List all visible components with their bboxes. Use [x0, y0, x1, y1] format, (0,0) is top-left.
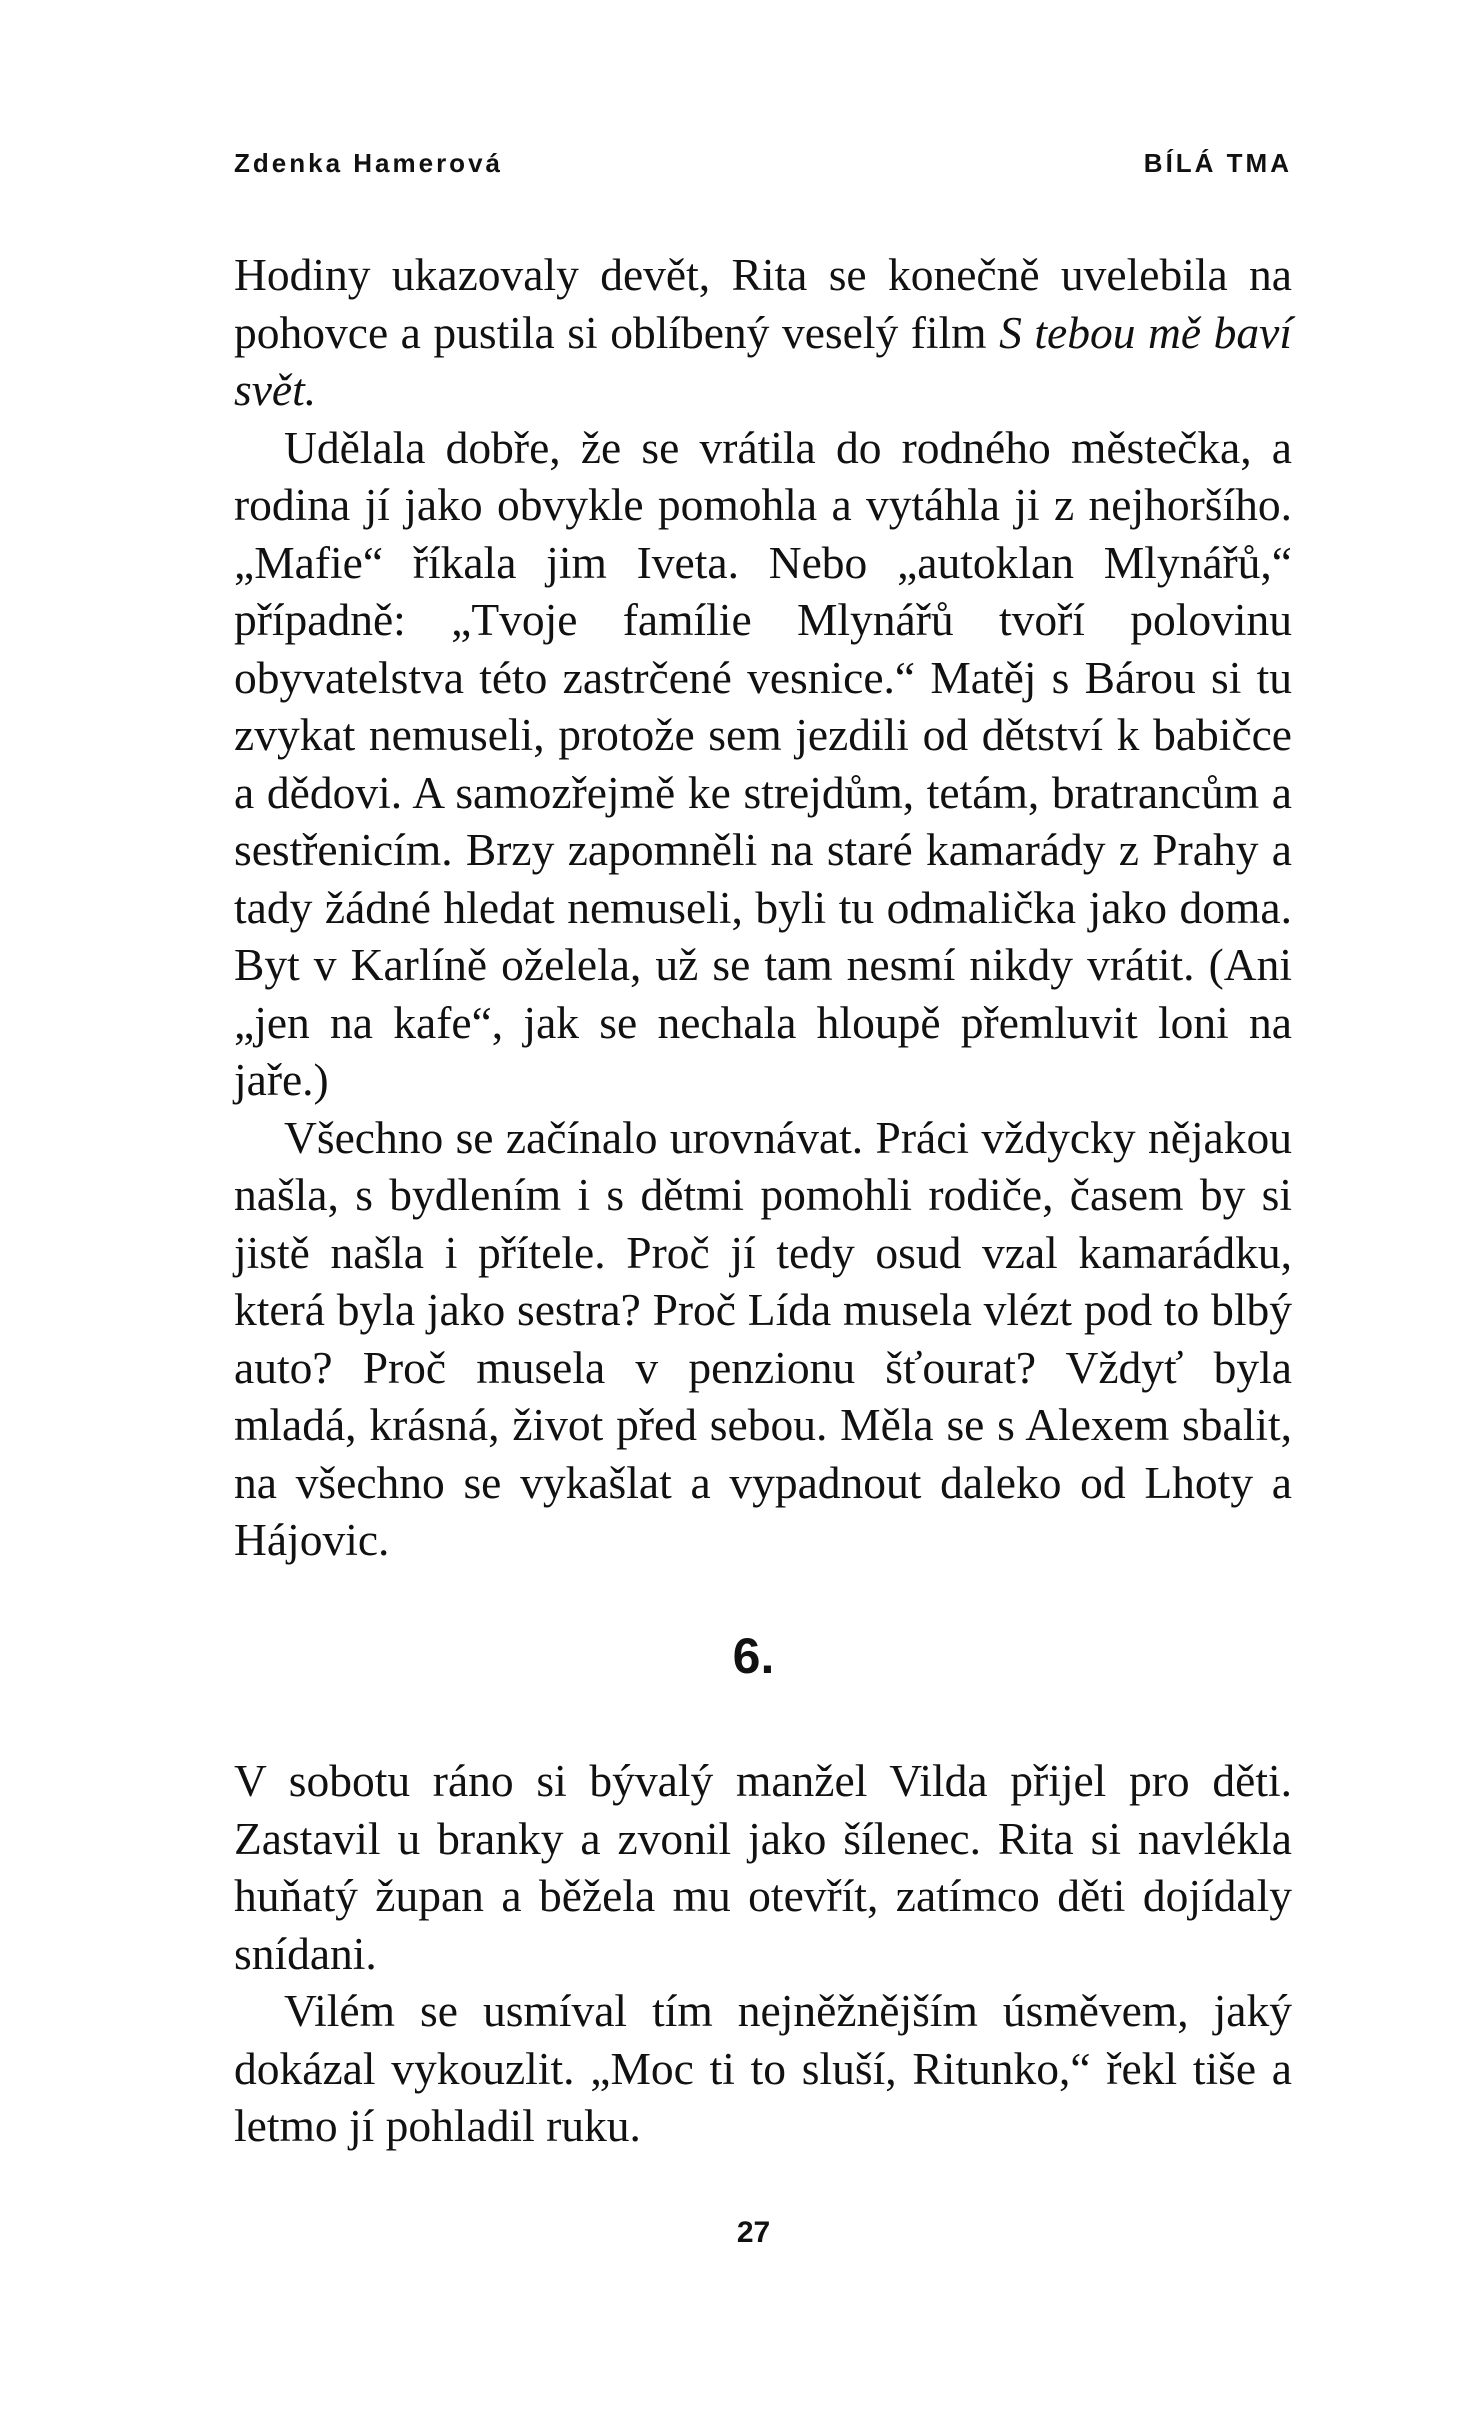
running-header — [234, 148, 1292, 188]
chapter-heading — [0, 1626, 1477, 1686]
film-title: S tebou mě baví svět. — [234, 306, 1292, 415]
header-book-title: BÍLÁ TMA — [1143, 148, 1292, 178]
header-author: Zdenka Hamerová — [234, 148, 503, 178]
paragraph-4: V sobotu ráno si bývalý manžel Vilda přijel pro děti. Zastavil u branky a zvonil jako šílenec. Rita si navlékla huňatý župan a běžela mu otevřít, zatímco děti dojídaly snídani. — [234, 1755, 1292, 1979]
paragraph-5: Vilém se usmíval tím nejněžnějším úsměvem, jaký dokázal vykouzlit. „Moc ti to sluší, Ritunko,“ řekl tiše a letmo jí pohladil ruku. — [234, 1985, 1292, 2151]
paragraph-1-text: Hodiny ukazovaly devět, Rita se konečně uvelebila na pohovce a pustila si oblíbený veselý film — [234, 249, 1292, 358]
text-block-lower — [234, 1752, 1292, 2155]
paragraph-1 — [234, 246, 1292, 419]
paragraph-2: Udělala dobře, že se vrátila do rodného městečka, a rodina jí jako obvykle pomohla a vytáhla ji z nejhoršího. „Mafie“ říkala jim Iveta. Nebo „autoklan Mlynářů,“ případně: „Tvoje famílie Mlynářů tvoří polovinu obyvatelstva této zastrčené vesnice.“ Matěj s Bárou si tu zvykat nemuseli, protože sem jezdili od dětství k babičce a dědovi. A samozřejmě ke strejdům, tetám, bratrancům a sestřenicím. Brzy zapomněli na staré kamarády z Prahy a tady žádné hledat nemuseli, byli tu odmalička jako doma. Byt v Karlíně oželela, už se tam nesmí nikdy vrátit. (Ani „jen na kafe“, jak se nechala hloupě přemluvit loni na jaře.) — [234, 421, 1292, 1105]
paragraph-3: Všechno se začínalo urovnávat. Práci vždycky nějakou našla, s bydlením i s dětmi pomohli rodiče, časem by si jistě našla i přítele. Proč jí tedy osud vzal kamarádku, která byla jako sestra? Proč Lída musela vlézt pod to blbý auto? Proč musela v penzionu šťourat? Vždyť byla mladá, krásná, život před sebou. Měla se s Alexem sbalit, na všechno se vykašlat a vypadnout daleko od Lhoty a Hájovic. — [234, 1111, 1292, 1565]
text-block-upper — [234, 246, 1292, 1569]
page-number-text: 27 — [736, 2216, 771, 2249]
page-number — [0, 2215, 1477, 2251]
chapter-number: 6. — [732, 1628, 775, 1684]
